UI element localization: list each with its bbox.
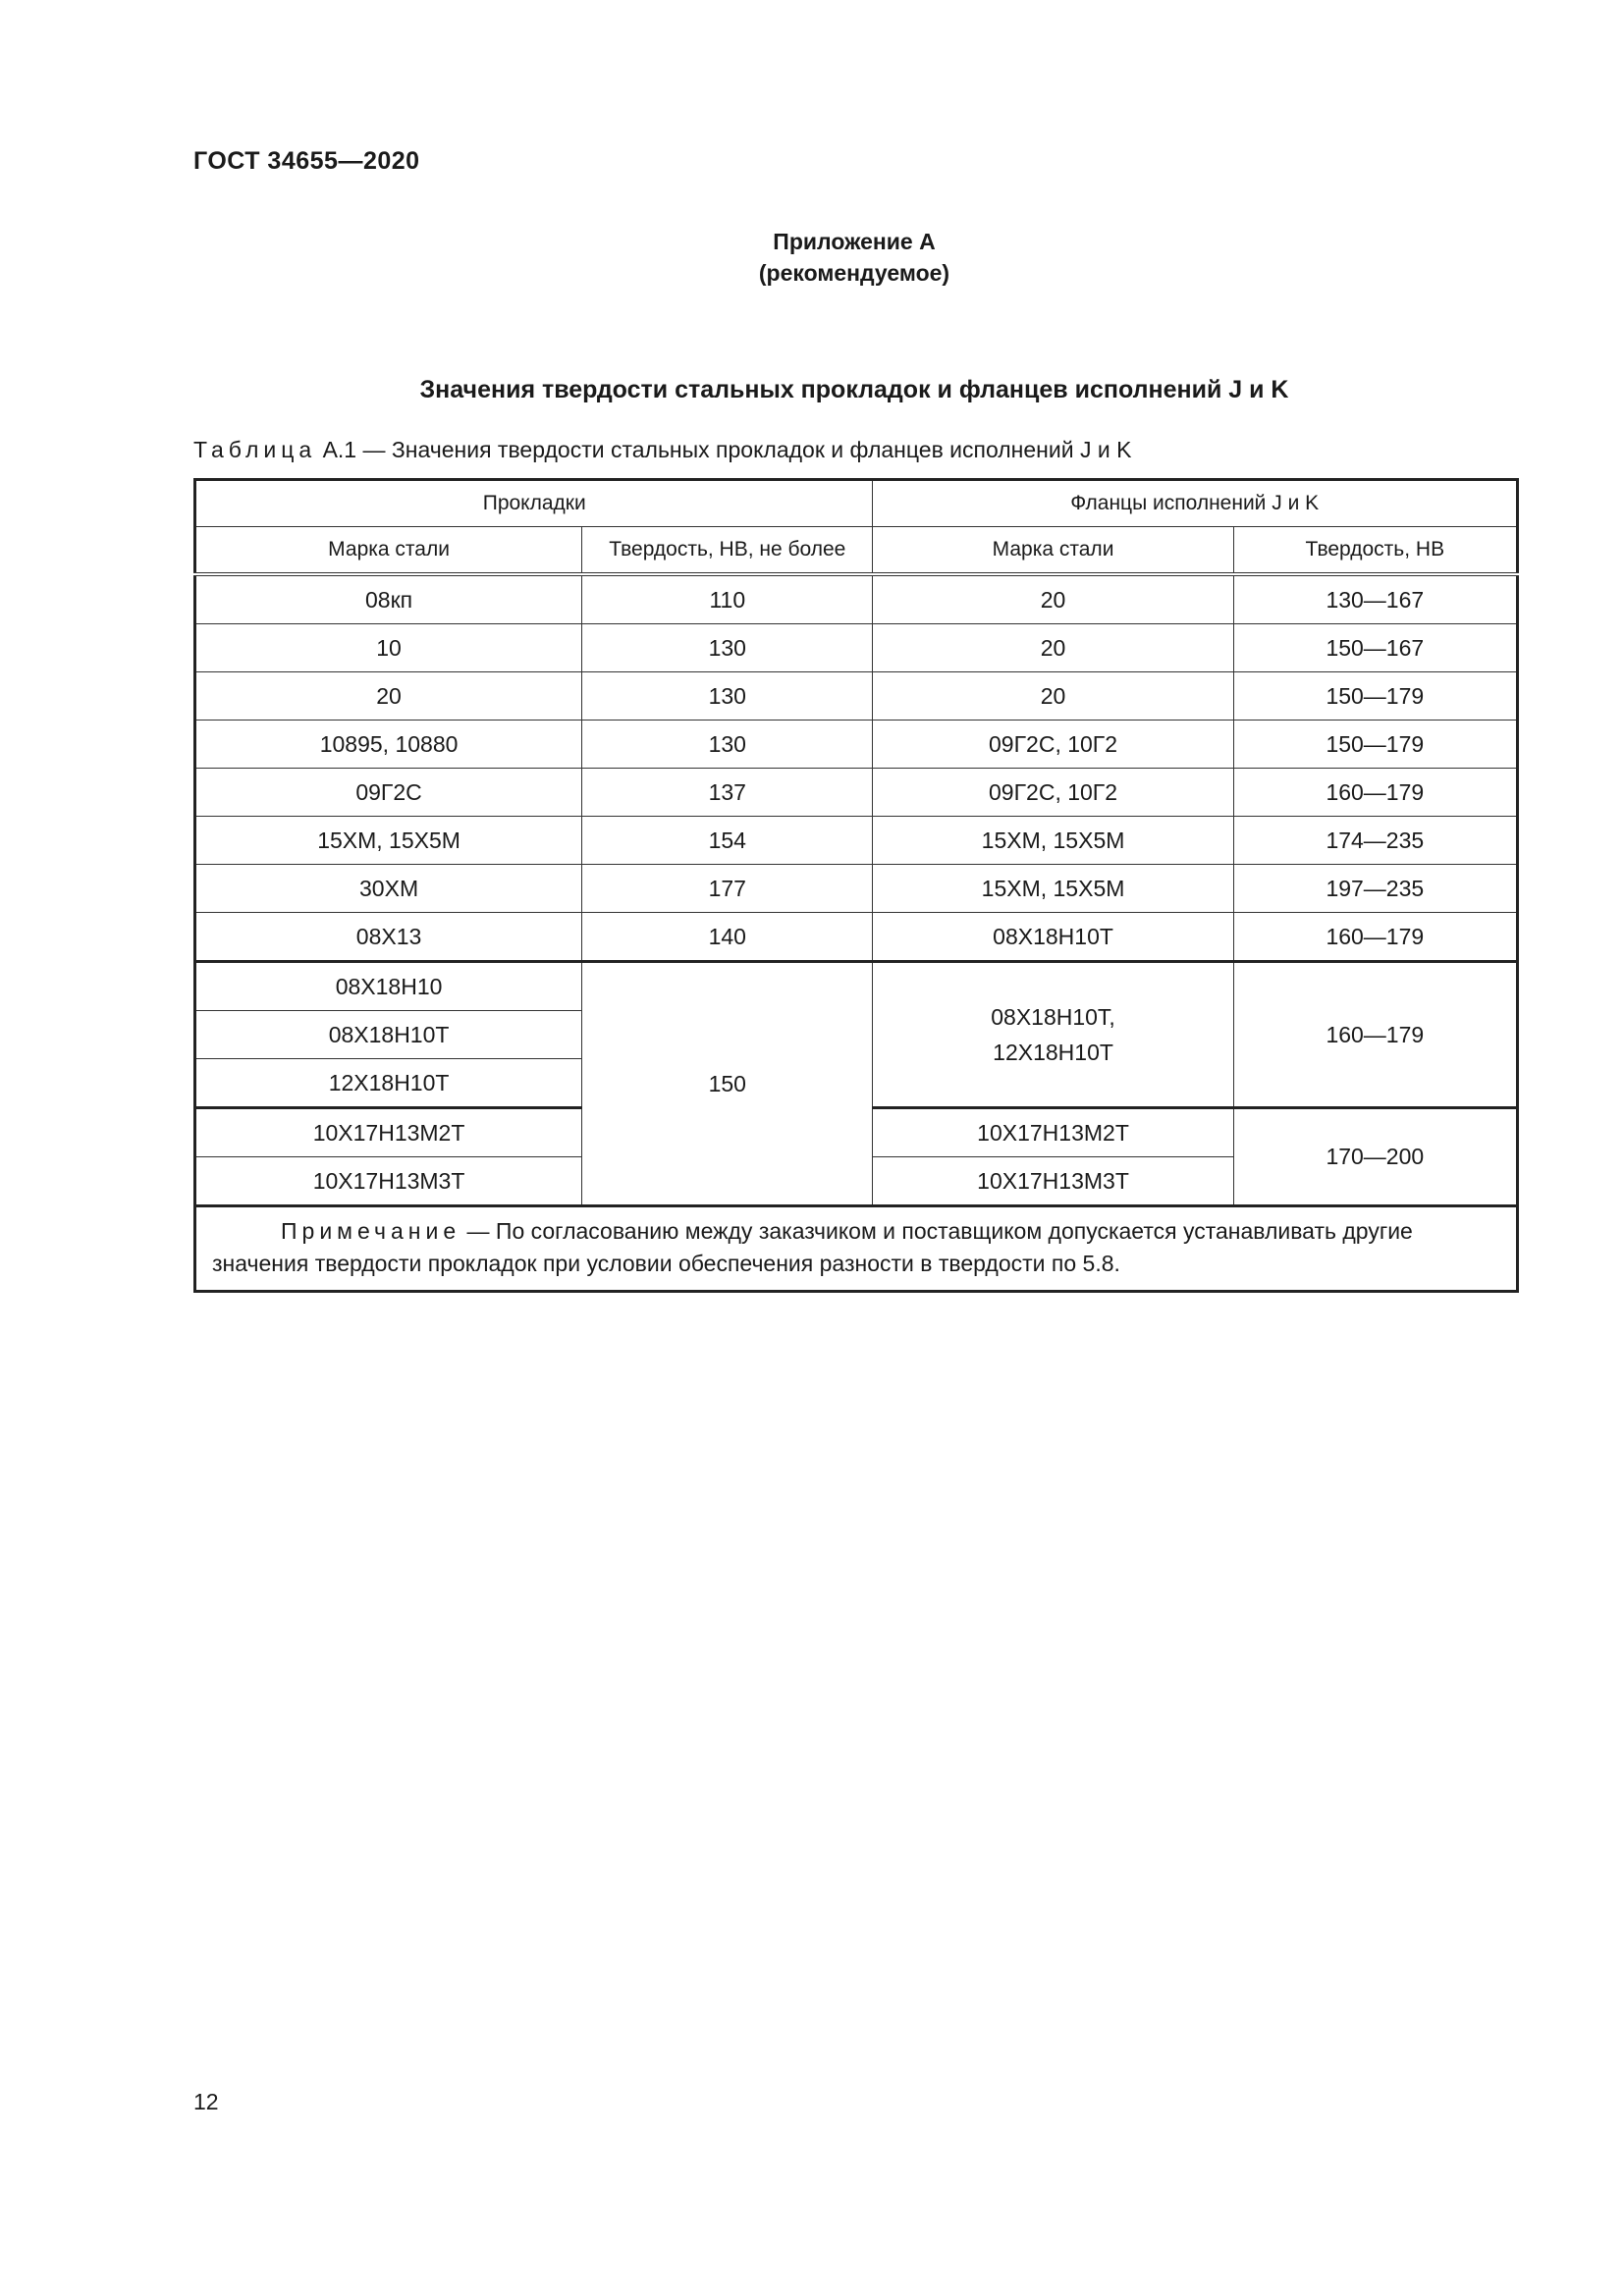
table-cell: 10Х17Н13М3Т	[873, 1157, 1233, 1206]
note-label: Примечание	[281, 1218, 461, 1244]
table-cell: 20	[873, 574, 1233, 624]
column-header: Твердость, НВ, не более	[582, 527, 873, 575]
table-cell: 130—167	[1233, 574, 1517, 624]
table-cell: 140	[582, 913, 873, 962]
table-cell: 197—235	[1233, 865, 1517, 913]
table-cell: 137	[582, 769, 873, 817]
column-header: Марка стали	[873, 527, 1233, 575]
table-cell: 08Х18Н10Т	[873, 913, 1233, 962]
table-row	[195, 769, 1518, 817]
table-cell: 160—179	[1233, 913, 1517, 962]
table-row	[195, 574, 1518, 624]
table-cell: 30ХМ	[195, 865, 582, 913]
table-cell: 10	[195, 624, 582, 672]
table-cell: 154	[582, 817, 873, 865]
table-cell: 177	[582, 865, 873, 913]
table-row	[195, 817, 1518, 865]
section-title: Значения твердости стальных прокладок и фланцев исполнений J и K	[419, 376, 1289, 403]
column-header: Твердость, НВ	[1233, 527, 1517, 575]
table-row	[195, 913, 1518, 962]
table-cell-merged	[873, 962, 1233, 1108]
hardness-table	[193, 478, 1519, 1293]
table-cell: 08кп	[195, 574, 582, 624]
table-cell: 110	[582, 574, 873, 624]
table-row	[195, 721, 1518, 769]
table-cell-merged: 150	[582, 962, 873, 1206]
flange-steel-line: 12Х18Н10Т	[993, 1040, 1113, 1065]
table-caption	[193, 437, 1131, 463]
table-caption-text: А.1 — Значения твердости стальных прокладок и фланцев исполнений J и K	[316, 437, 1132, 462]
flange-steel-line: 08Х18Н10Т,	[991, 1004, 1115, 1030]
document-code: ГОСТ 34655—2020	[193, 147, 420, 175]
table-cell: 15ХМ, 15Х5М	[873, 817, 1233, 865]
table-cell: 174—235	[1233, 817, 1517, 865]
appendix-title: Приложение А	[773, 229, 936, 254]
table-cell: 08Х18Н10Т	[195, 1011, 582, 1059]
column-header-row	[195, 527, 1518, 575]
table-row	[195, 962, 1518, 1011]
table-row	[195, 865, 1518, 913]
group-header-flanges: Фланцы исполнений J и K	[873, 480, 1518, 527]
table-cell: 160—179	[1233, 769, 1517, 817]
note-text: — По согласованию между заказчиком и поставщиком допускается устанавливать другие значения твердости прокладок при условии обеспечения разности в твердости по 5.8.	[212, 1218, 1413, 1276]
table-cell: 150—167	[1233, 624, 1517, 672]
table-row	[195, 624, 1518, 672]
table-cell-merged: 170—200	[1233, 1108, 1517, 1206]
table-cell: 09Г2С	[195, 769, 582, 817]
table-cell: 130	[582, 672, 873, 721]
table-cell: 20	[195, 672, 582, 721]
appendix-heading	[0, 226, 1624, 289]
table-cell: 12Х18Н10Т	[195, 1059, 582, 1108]
table-cell: 20	[873, 624, 1233, 672]
page-number: 12	[193, 2089, 219, 2114]
table-cell: 150—179	[1233, 672, 1517, 721]
table-row	[195, 672, 1518, 721]
note-row	[195, 1206, 1518, 1292]
column-header: Марка стали	[195, 527, 582, 575]
table-cell: 10895, 10880	[195, 721, 582, 769]
table-note	[195, 1206, 1518, 1292]
table-cell: 10Х17Н13М2Т	[873, 1108, 1233, 1157]
table-cell: 15ХМ, 15Х5М	[873, 865, 1233, 913]
table-caption-label: Таблица	[193, 437, 317, 462]
appendix-subtitle: (рекомендуемое)	[758, 260, 950, 286]
group-header-gaskets: Прокладки	[195, 480, 873, 527]
table-cell: 130	[582, 721, 873, 769]
group-header-row	[195, 480, 1518, 527]
table-cell: 150—179	[1233, 721, 1517, 769]
table-cell-merged: 160—179	[1233, 962, 1517, 1108]
table-cell: 08Х13	[195, 913, 582, 962]
table-cell: 09Г2С, 10Г2	[873, 769, 1233, 817]
table-cell: 08Х18Н10	[195, 962, 582, 1011]
table-cell: 10Х17Н13М2Т	[195, 1108, 582, 1157]
table-cell: 10Х17Н13М3Т	[195, 1157, 582, 1206]
table-cell: 15ХМ, 15Х5М	[195, 817, 582, 865]
table-cell: 09Г2С, 10Г2	[873, 721, 1233, 769]
table-cell: 20	[873, 672, 1233, 721]
table-cell: 130	[582, 624, 873, 672]
